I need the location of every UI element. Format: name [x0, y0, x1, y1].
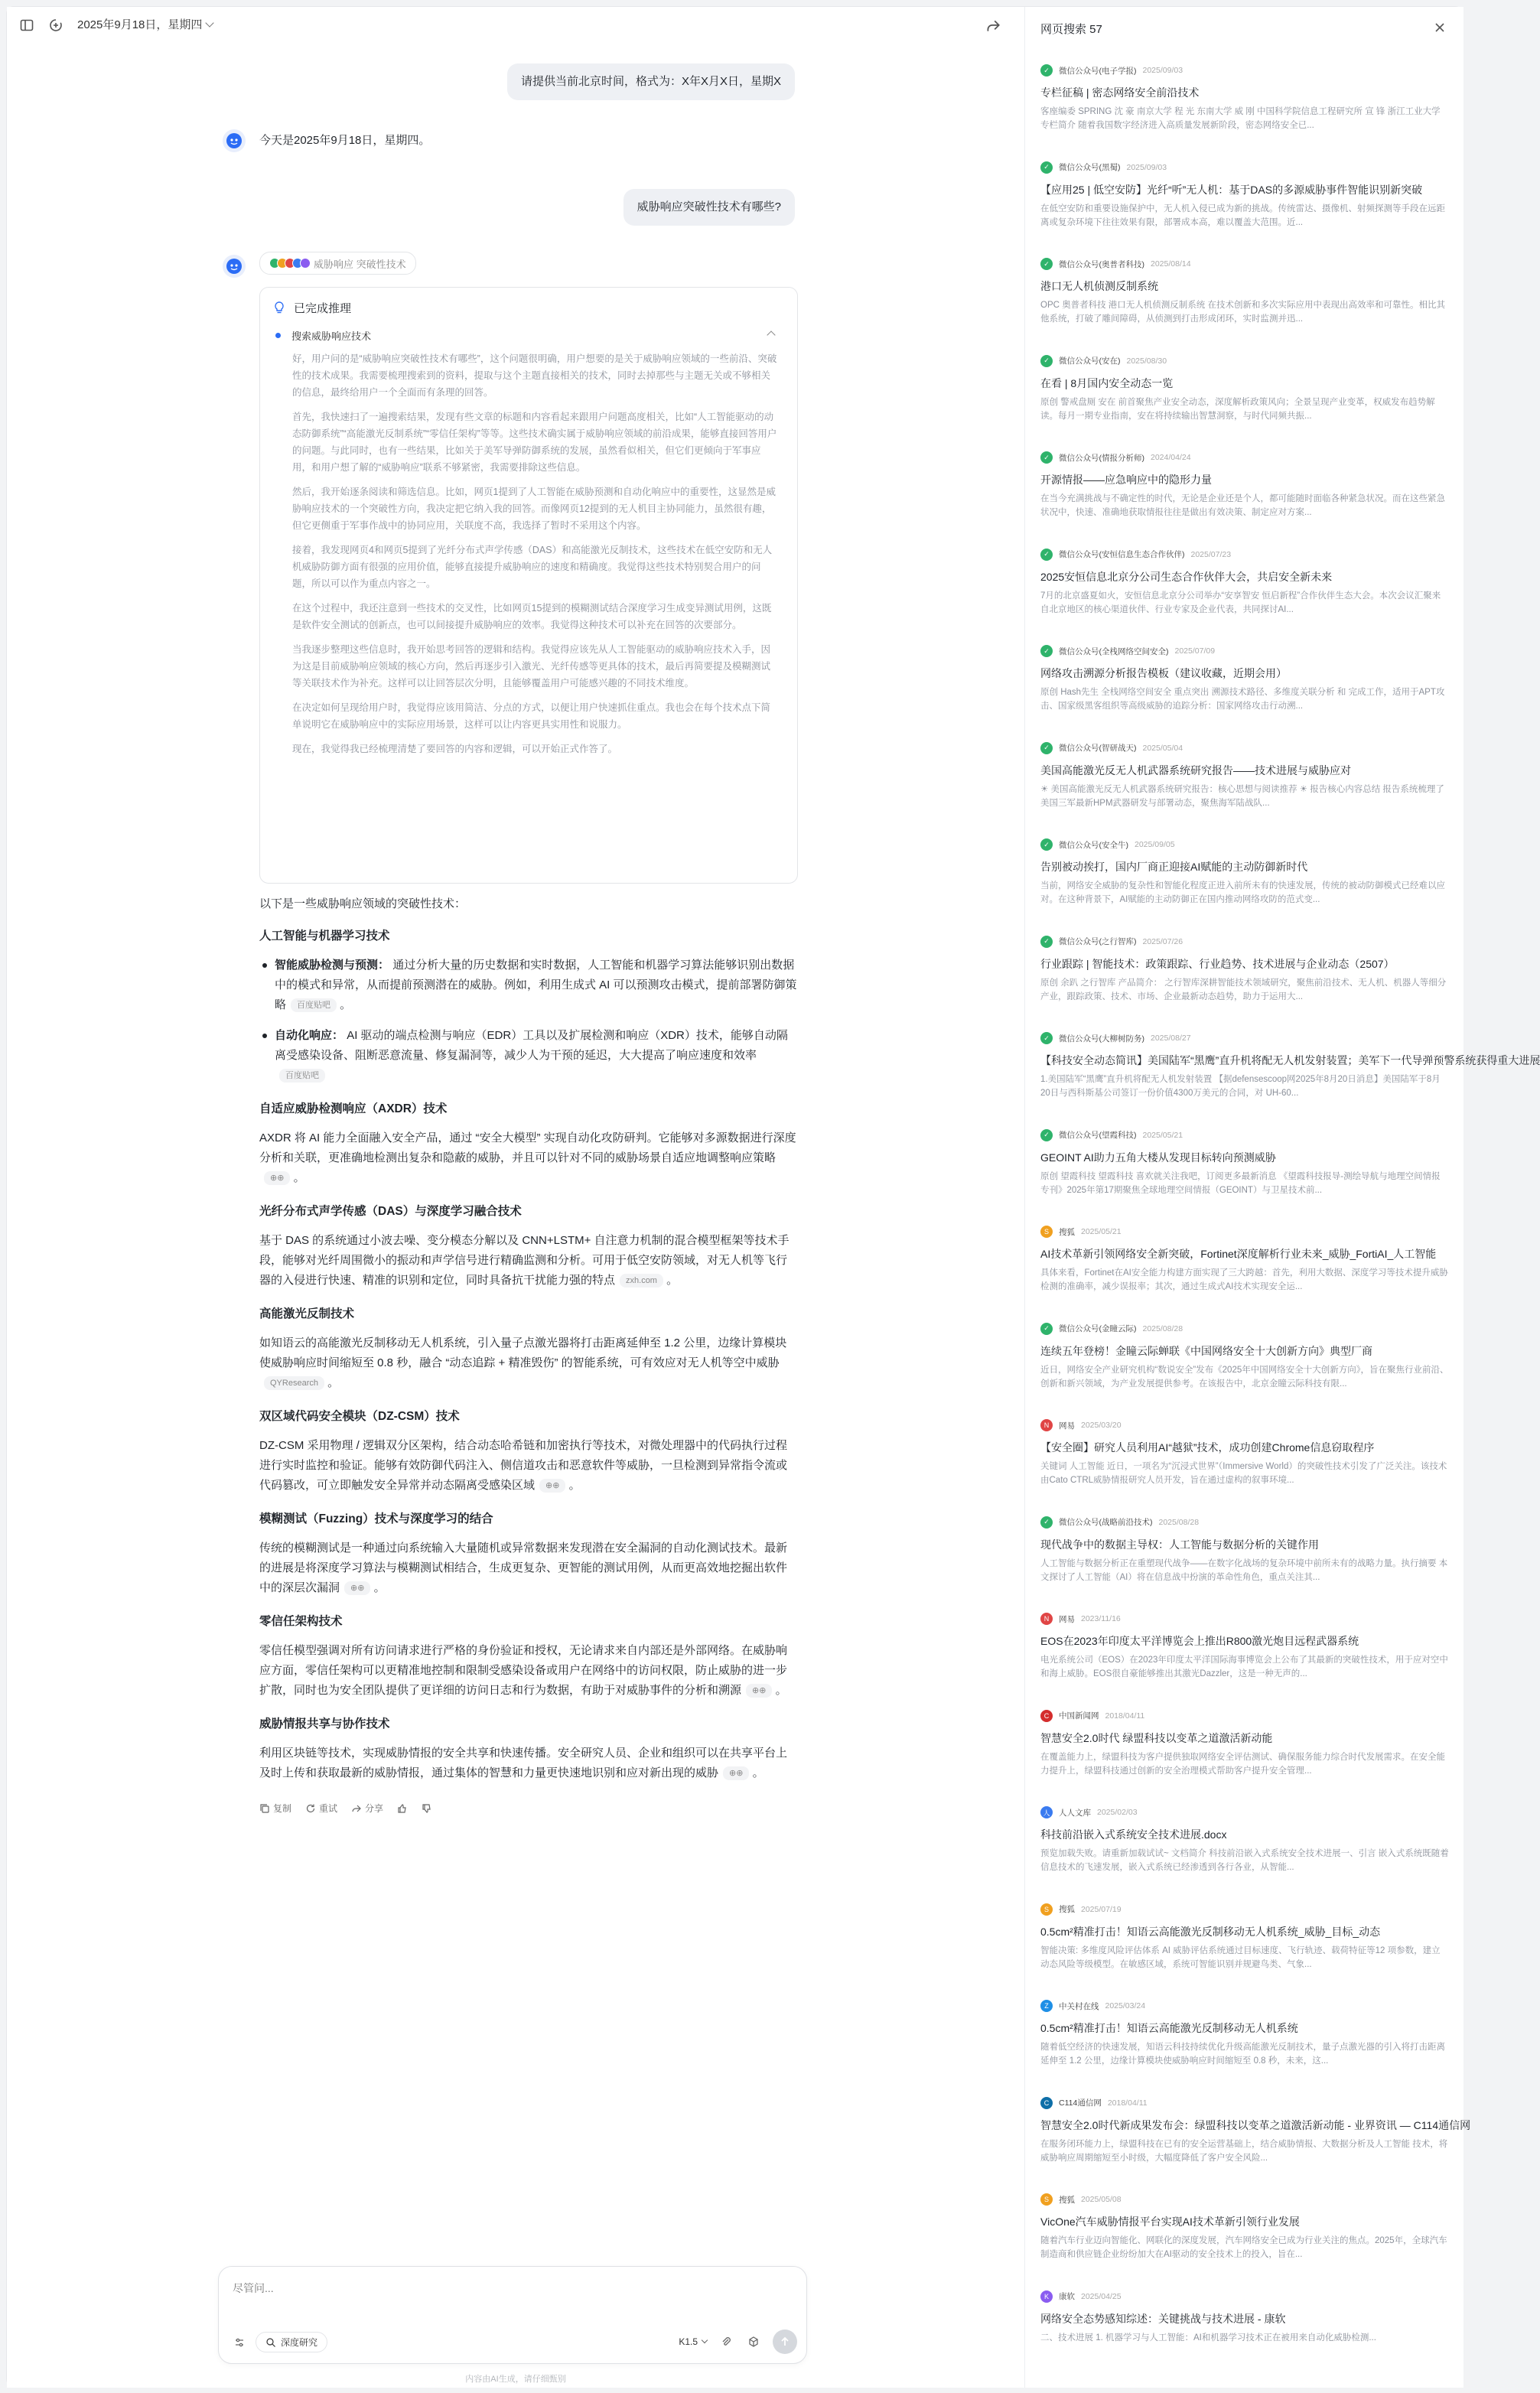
wechat-icon: ✓ [1040, 64, 1053, 77]
result-source-name: 微信公众号(智研战天) [1059, 744, 1137, 753]
result-snippet: 随着低空经济的快速发展，知语云科技持续优化升级高能激光反制技术，量子点激光器的引入将打击距离延伸至 1.2 公里，边缘计算模块使威胁响应时间缩短至 0.8 秒，未来，这... [1040, 2043, 1445, 2066]
search-result[interactable] [1025, 2279, 1464, 2376]
chevron-down-icon [206, 18, 214, 27]
copy-label: 复制 [273, 1803, 292, 1814]
result-title[interactable]: VicOne汽车威胁情报平台实现AI技术革新引领行业发展 [1040, 2216, 1300, 2228]
result-source-name: 微信公众号(安恒信息生态合作伙伴) [1059, 550, 1185, 559]
search-result[interactable] [1025, 537, 1464, 634]
netease-icon: N [1040, 1613, 1053, 1625]
assistant-answer [259, 252, 798, 1815]
result-source [1040, 1709, 1449, 1723]
netease-icon: N [1040, 1419, 1053, 1431]
chat-title-text: 2025年9月18日，星期四 [77, 18, 203, 31]
top-bar [7, 7, 1024, 44]
result-snippet: 具体来看，Fortinet在AI安全能力构建方面实现了三大跨越：首先，利用大数据、深度学习等技术提升威胁检测的准确率，减少误报率；其次，通过生成式AI技术实现安全运... [1040, 1268, 1448, 1291]
result-title[interactable]: 美国高能激光反无人机武器系统研究报告——技术进展与威胁应对 [1040, 763, 1351, 777]
result-source-name: 微信公众号(金瞳云际) [1059, 1324, 1137, 1333]
new-chat-icon[interactable] [48, 18, 63, 33]
section-heading: 双区域代码安全模块（DZ-CSM）技术 [259, 1410, 460, 1423]
search-result[interactable] [1025, 1698, 1464, 1796]
citation-badge[interactable]: ⊕⊕ [723, 1766, 749, 1780]
reasoning-paragraph: 在决定如何呈现给用户时，我觉得应该用简洁、分点的方式，以便让用户快速抓住重点。我也会在每个技术点下简单说明它在威胁响应中的实际应用场景，这样可以让内容更具实用性和说服力。 [292, 702, 771, 730]
search-result[interactable] [1025, 1892, 1464, 1989]
result-title[interactable]: 告别被动挨打，国内厂商正迎接AI赋能的主动防御新时代 [1040, 861, 1308, 873]
reasoning-status: 已完成推理 [294, 301, 352, 315]
result-title[interactable]: 在看 | 8月国内安全动态一览 [1040, 376, 1174, 389]
wechat-icon: ✓ [1040, 161, 1053, 174]
result-source [1040, 1903, 1449, 1916]
answer-intro: 以下是一些威胁响应领域的突破性技术： [259, 897, 467, 910]
result-title[interactable]: 专栏征稿 | 密态网络安全前沿技术 [1040, 86, 1200, 99]
search-result[interactable] [1025, 1795, 1464, 1892]
result-date: 2018/04/11 [1107, 2098, 1148, 2108]
result-source [1040, 2290, 1449, 2303]
wechat-icon: ✓ [1040, 742, 1053, 754]
search-result[interactable] [1025, 1021, 1540, 1118]
search-result[interactable] [1025, 440, 1464, 537]
result-source-name: 搜狐 [1059, 1905, 1075, 1914]
reasoning-paragraph: 在这个过程中，我还注意到一些技术的交叉性，比如网页15提到的模糊测试结合深度学习生成变异测试用例，这既是软件安全测试的创新点，也可以间接提升威胁响应的效率。我觉得这种技术可以补充在回答的次要部分。 [292, 603, 772, 630]
result-source-name: 微信公众号(之行智库) [1059, 937, 1137, 946]
section-heading: 模糊测试（Fuzzing）技术与深度学习的结合 [259, 1512, 493, 1525]
search-result[interactable] [1025, 1408, 1464, 1505]
search-result[interactable] [1025, 343, 1464, 441]
copy-button[interactable] [259, 1802, 291, 1815]
chevron-up-icon[interactable] [767, 330, 775, 339]
result-source-name: 微信公众号(奥普者科技) [1059, 259, 1144, 269]
result-title[interactable]: GEOINT AI助力五角大楼从发现目标转向预测威胁 [1040, 1151, 1276, 1164]
section-body: 零信任模型强调对所有访问请求进行严格的身份验证和授权，无论请求来自内部还是外部网络。在威胁响应方面，零信任架构可以更精准地控制和限制受感染设备或用户在网络中的访问权限，防止威胁的进一步扩散，同时也为安全团队提供了更详细的访问日志和行为数据，有助于对威胁事件的分析和溯源 [259, 1644, 788, 1697]
result-source [1040, 644, 1449, 658]
chat-area [7, 7, 1024, 2388]
renren-icon: 人 [1040, 1806, 1053, 1818]
result-source-name: 搜狐 [1059, 1227, 1075, 1237]
result-source-name: 微信公众号(全栈网络空间安全) [1059, 646, 1169, 656]
reasoning-header[interactable] [272, 298, 785, 317]
result-source [1040, 161, 1449, 174]
result-snippet: 人工智能与数据分析正在重塑现代战争——在数字化战场的复杂环境中前所未有的战略力量。执行摘要 本文探讨了人工智能（AI）将在信息战中扮演的革命性角色，重点关注其... [1040, 1558, 1448, 1582]
result-snippet: 原创 余趴 之行智库 产品简介： 之行智库深耕智能技术领域研究，聚焦前沿技术、无人机、机器人等细分产业，跟踪政策、技术、市场、企业最新动态趋势，助力于运用大... [1040, 978, 1447, 1001]
retry-label: 重试 [319, 1803, 338, 1814]
result-source-name: 网易 [1059, 1614, 1075, 1624]
result-snippet: 随着汽车行业迈向智能化、网联化的深度发展，汽车网络安全已成为行业关注的焦点。2025年，全球汽车制造商和供应链企业纷纷加大在AI驱动的安全技术上的投入，旨在... [1040, 2236, 1447, 2259]
search-result[interactable] [1025, 2182, 1464, 2279]
result-date: 2023/11/16 [1081, 1614, 1121, 1623]
result-title[interactable]: 网络攻击溯源分析报告模板（建议收藏，近期会用） [1040, 667, 1287, 679]
citation-badge[interactable]: QYResearch [264, 1376, 324, 1390]
sources-label: 威胁响应 突破性技术 [314, 258, 406, 270]
reasoning-step[interactable] [272, 327, 785, 343]
search-result[interactable] [1025, 1311, 1464, 1408]
wechat-icon: ✓ [1040, 549, 1053, 561]
result-snippet: 近日，网络安全产业研究机构“数说安全”发布《2025年中国网络安全十大创新方向》，旨在聚焦行业前沿、创新和新兴领域，为产业发展提供参考。在该报告中，北京金瞳云际科技有限... [1040, 1365, 1449, 1389]
citation-badge[interactable]: zxh.com [620, 1274, 663, 1288]
wechat-icon: ✓ [1040, 1032, 1053, 1044]
deep-research-icon [265, 2337, 276, 2348]
citation-badge[interactable]: ⊕⊕ [264, 1171, 290, 1185]
result-source [1040, 1999, 1449, 2013]
close-icon[interactable] [1433, 21, 1447, 34]
share-icon[interactable] [985, 18, 1001, 34]
section-text: DZ-CSM 采用物理 / 逻辑双分区架构，结合动态哈希链和加密执行等技术，对微处理器中的代码执行过程进行实时监控和验证。能够有效防御代码注入、侧信道攻击和恶意软件等威胁，一旦检测到异常指令流或代码篡改，可立即触发安全异常并动态隔离受感染区域 ⊕⊕ 。 [259, 1439, 788, 1492]
search-result[interactable] [1025, 246, 1464, 343]
result-source [1040, 1418, 1449, 1432]
input-tools [231, 2332, 327, 2352]
share-label: 分享 [365, 1803, 384, 1814]
search-result[interactable] [1025, 2085, 1471, 2183]
bullet-text: AI 驱动的端点检测与响应（EDR）工具以及扩展检测和响应（XDR）技术，能够自动隔离受感染设备、阻断恶意流量、修复漏洞等，减少人为干预的延迟，大大提高了响应速度和效率 [275, 1029, 788, 1062]
results-list[interactable] [1025, 53, 1540, 2388]
result-snippet: ☀ 美国高能激光反无人机武器系统研究报告：核心思想与阅读推荐 ☀ 报告核心内容总结 报告系统梳理了美国三军最新HPM武器研发与部署动态，聚焦海军陆战队... [1040, 784, 1444, 808]
assistant-avatar [223, 129, 246, 152]
search-result[interactable] [1025, 53, 1464, 150]
result-title[interactable]: EOS在2023年印度太平洋博览会上推出R800激光炮目远程武器系统 [1040, 1635, 1359, 1647]
result-source [1040, 257, 1449, 271]
model-label: K1.5 [679, 2336, 698, 2347]
result-date: 2025/05/21 [1142, 1130, 1183, 1140]
result-snippet: 原创 望霞科技 望霞科技 喜欢就关注我吧，订阅更多最新消息 《望霞科技报导-测绘导航与地理空间情报专刊》2025年第17期聚焦全球地理空间情报（GEOINT）与卫星技术前... [1040, 1171, 1441, 1195]
section-text: 零信任模型强调对所有访问请求进行严格的身份验证和授权，无论请求来自内部还是外部网络。在威胁响应方面，零信任架构可以更精准地控制和限制受感染设备或用户在网络中的访问权限，防止威胁的进一步扩散，同时也为安全团队提供了更详细的访问日志和行为数据，有助于对威胁事件的分析和溯源 ⊕⊕ 。 [259, 1644, 788, 1697]
result-date: 2025/08/30 [1126, 356, 1167, 366]
wechat-icon: ✓ [1040, 1129, 1053, 1141]
result-source-name: 网易 [1059, 1421, 1075, 1431]
reasoning-paragraph: 好，用户问的是“威胁响应突破性技术有哪些”，这个问题很明确，用户想要的是关于威胁响应领域的一些前沿、突破性的技术成果。我需要梳理搜索到的资料，提取与这个主题直接相关的技术，同时去掉那些与主题无关或不够相关的信息，最终给用户一个全面而有条理的回答。 [292, 353, 777, 398]
result-title[interactable]: 【科技安全动态简讯】美国陆军“黑鹰”直升机将配无人机发射装置；美军下一代导弹预警系统获得重大进展 [1040, 1054, 1540, 1066]
result-date: 2025/07/26 [1142, 936, 1183, 946]
deep-research-label: 深度研究 [281, 2337, 318, 2348]
attach-icon[interactable] [718, 2333, 734, 2350]
result-title[interactable]: 港口无人机侦测反制系统 [1040, 280, 1158, 292]
result-title[interactable]: 智慧安全2.0时代新成果发布会：绿盟科技以变革之道激活新动能 - 业界资讯 — C114通信网 [1040, 2118, 1471, 2131]
reasoning-paragraph: 现在，我觉得我已经梳理清楚了要回答的内容和逻辑，可以开始正式作答了。 [292, 744, 618, 754]
bullet-title: 自动化响应： [275, 1029, 344, 1042]
tools-icon[interactable] [231, 2334, 248, 2351]
section-heading: 高能激光反制技术 [259, 1307, 355, 1320]
result-source-name: 微信公众号(黑蜀) [1059, 163, 1121, 172]
result-date: 2025/08/14 [1151, 259, 1191, 269]
chevron-down-icon [702, 2337, 708, 2343]
result-snippet: 电光系统公司（EOS）在2023年印度太平洋国际海事博览会上公布了其最新的突破性技术，用于应对空中和海上威胁。EOS很自豪能够推出其激光Dazzler，这是一种无声的... [1040, 1656, 1448, 1678]
input-controls [679, 2330, 797, 2354]
citation-badge[interactable]: ⊕⊕ [746, 1684, 772, 1698]
result-source [1040, 838, 1449, 851]
result-snippet: 预览加载失败。请重新加载试试~ 文档简介 科技前沿嵌入式系统安全技术进展一、引言 嵌入式系统既随着信息技术的飞速发展，嵌入式系统已经渗透到各行各业，从智能... [1040, 1849, 1449, 1872]
result-title[interactable]: 行业跟踪 | 智能技术：政策跟踪、行业趋势、技术进展与企业动态（2507） [1040, 957, 1395, 970]
section-heading: 自适应威胁检测响应（AXDR）技术 [259, 1102, 448, 1115]
app-window [6, 6, 1540, 2387]
source-logos-icon [269, 258, 308, 269]
sources-pill[interactable] [259, 252, 416, 275]
result-source [1040, 1322, 1449, 1336]
section-body: DZ-CSM 采用物理 / 逻辑双分区架构，结合动态哈希链和加密执行等技术，对微处理器中的代码执行过程进行实时监控和验证。能够有效防御代码注入、侧信道攻击和恶意软件等威胁，一旦检测到异常指令流或代码篡改，可立即触发安全异常并动态隔离受感染区域 [259, 1439, 788, 1492]
section-body: 利用区块链等技术，实现威胁情报的安全共享和快速传播。安全研究人员、企业和组织可以在共享平台上及时上传和获取最新的威胁情报，通过集体的智慧和力量更快速地识别和应对新出现的威胁 [259, 1747, 788, 1779]
result-snippet: 在服务闭环能力上，绿盟科技在已有的安全运营基础上，结合威胁情报、大数据分析及人工智能 技术，将威胁响应周期缩短至小时级，大幅度降低了客户安全风险... [1040, 2139, 1448, 2163]
result-date: 2018/04/11 [1105, 1711, 1145, 1721]
result-title[interactable]: 科技前沿嵌入式系统安全技术进展.docx [1040, 1828, 1227, 1841]
message-actions [259, 1802, 798, 1815]
wechat-icon: ✓ [1040, 355, 1053, 367]
chat-title[interactable] [77, 18, 213, 33]
cns-icon: C [1040, 1710, 1053, 1722]
search-result[interactable] [1025, 1118, 1464, 1215]
result-source-name: 微信公众号(望霞科技) [1059, 1131, 1137, 1140]
result-snippet: 7月的北京盛夏如火，安恒信息北京分公司举办“安享智安 恒启新程”合作伙伴生态大会。本次会议汇聚来自北京地区的核心渠道伙伴、行业专家及企业代表，共同探讨AI... [1040, 591, 1441, 614]
result-date: 2025/09/03 [1142, 66, 1183, 75]
result-date: 2025/09/05 [1135, 840, 1175, 849]
copy-icon [259, 1803, 270, 1814]
result-source [1040, 1805, 1449, 1819]
result-snippet: 智能决策: 多维度风险评估体系 AI 威胁评估系统通过目标速度、飞行轨迹、载荷特征等12 项参数，建立动态风险等级模型。在敏感区域，系统可智能识别并规避鸟类、气象... [1040, 1945, 1441, 1969]
sohu-icon: S [1040, 2193, 1053, 2206]
result-title[interactable]: 智慧安全2.0时代 绿盟科技以变革之道激活新动能 [1040, 1731, 1273, 1744]
thumbs-down-icon [422, 1803, 432, 1814]
user-message: 威胁响应突破性技术有哪些? [623, 189, 795, 226]
search-result[interactable] [1025, 1214, 1464, 1311]
wechat-icon: ✓ [1040, 1516, 1053, 1529]
result-source [1040, 741, 1449, 755]
result-date: 2025/07/23 [1190, 549, 1232, 559]
result-source-name: 人人文库 [1059, 1808, 1091, 1818]
disclaimer: 内容由AI生成，请仔细甄别 [465, 2375, 566, 2384]
citation-badge[interactable]: ⊕⊕ [344, 1581, 370, 1595]
sohu-icon: S [1040, 1226, 1053, 1238]
result-source-name: C114通信网 [1059, 2098, 1102, 2108]
result-source [1040, 548, 1449, 562]
result-source-name: 搜狐 [1059, 2195, 1075, 2205]
assistant-message: 今天是2025年9月18日，星期四。 [259, 134, 431, 147]
result-snippet: 原创 警戒盘厕 安在 前首聚焦产业安全动态，深度解析政策风向；全景呈现产业变革，权威发布趋势解读。每月一期专业指南，安在将持续输出智慧洞察，与时代同频共振... [1040, 397, 1435, 421]
result-title[interactable]: AI技术革新引领网络安全新突破，Fortinet深度解析行业未来_威胁_FortiAI_人工智能 [1040, 1248, 1437, 1260]
result-source-name: 微信公众号(电子学报) [1059, 66, 1137, 76]
result-title[interactable]: 网络安全态势感知综述：关键挑战与技术进展 - 康软 [1040, 2312, 1286, 2325]
result-date: 2025/08/27 [1151, 1034, 1191, 1043]
model-selector[interactable] [679, 2336, 707, 2347]
result-source [1040, 935, 1449, 949]
zol-icon: Z [1040, 2000, 1053, 2012]
result-snippet: 1.美国陆军“黑鹰”直升机将配无人机发射装置 【据defensescoop网2025年8月20日消息】美国陆军于8月20日与西科斯基公司签订一份价值4300万美元的合同，对 UH-60... [1040, 1075, 1441, 1098]
result-title[interactable]: 【应用25 | 低空安防】光纤“听”无人机：基于DAS的多源威胁事件智能识别新突破 [1040, 183, 1423, 196]
result-source-name: 微信公众号(安在) [1059, 357, 1121, 366]
bullet-item [259, 1026, 798, 1086]
result-snippet: 客座编委 SPRING 沈 豪 南京大学 程 光 东南大学 威 刚 中国科学院信息工程研究所 宣 锋 浙江工业大学 专栏简介 随着我国数字经济进入高质量发展新阶段，密态网络安全已... [1040, 107, 1441, 130]
result-snippet: 原创 Hash先生 全栈网络空间安全 重点突出 溯源技术路径、多维度关联分析 和 完成工作，适用于APT攻击、国家级黑客组织等高级威胁的追踪分析：国家网络攻击行动溯... [1040, 688, 1445, 711]
result-date: 2025/07/19 [1081, 1904, 1122, 1914]
retry-button[interactable] [305, 1802, 337, 1815]
section-body: 传统的模糊测试是一种通过向系统输入大量随机或异常数据来发现潜在安全漏洞的自动化测试技术。最新的进展是将深度学习算法与模糊测试相结合，生成更复杂、更智能的测试用例，从而更高效地挖掘出软件中的深层次漏洞 [259, 1542, 788, 1594]
kr-icon: K [1040, 2290, 1053, 2303]
search-result[interactable] [1025, 924, 1464, 1021]
result-source [1040, 451, 1449, 464]
result-source-name: 微信公众号(大柳树防务) [1059, 1034, 1144, 1043]
search-results-panel [1024, 7, 1540, 2388]
result-date: 2025/03/20 [1081, 1421, 1122, 1430]
message-list[interactable] [7, 44, 1024, 2262]
result-date: 2025/05/21 [1081, 1227, 1122, 1236]
panel-title: 网页搜索 57 [1040, 23, 1102, 36]
result-source-name: 中国新闻网 [1059, 1711, 1099, 1721]
reasoning-paragraph: 接着，我发现网页4和网页5提到了光纤分布式声学传感（DAS）和高能激光反制技术，这些技术在低空安防和无人机威胁防御方面有很强的应用价值，能够直接提升威胁响应的速度和精确度。我觉得这些技术特别契合用户的问题，所以可以作为重点内容之一。 [292, 545, 773, 589]
bullet-item: 智能威胁检测与预测： 通过分析大量的历史数据和实时数据，人工智能和机器学习算法能够识别出数据中的模式和异常，从而提前预测潜在的威胁。例如，利用生成式 AI 可以预测攻击模式，提前部署防御策略 百度贴吧 。 [259, 956, 798, 1015]
search-result[interactable] [1025, 1988, 1464, 2085]
result-source-name: 中关村在线 [1059, 2001, 1099, 2011]
search-result[interactable] [1025, 1505, 1464, 1602]
result-source [1040, 1516, 1449, 1529]
reasoning-paragraph: 首先，我快速扫了一遍搜索结果，发现有些文章的标题和内容看起来跟用户问题高度相关，比如“人工智能驱动的动态防御系统”“高能激光反制系统”“零信任架构”等等。这些技术确实属于威胁响应领域的前沿成果，能够直接回答用户的问题。与此同时，也有一些结果，比如关于美军导弹防御系统的发展，虽然看似相关，但它们更倾向于军事应用，和用户想了解的“威胁响应”联系不够紧密，我需要排除这些信息。 [292, 412, 777, 473]
search-result[interactable] [1025, 1601, 1464, 1698]
search-result[interactable] [1025, 827, 1464, 924]
result-snippet: 关键词 人工智能 近日，一项名为“沉浸式世界”（Immersive World）的突破性技术引发了广泛关注。该技术由Cato CTRL威胁情报研究人员开发，旨在通过虚构的叙事环境... [1040, 1462, 1447, 1485]
result-date: 2024/04/24 [1151, 453, 1191, 462]
cube-icon[interactable] [745, 2333, 762, 2350]
send-button[interactable] [773, 2330, 797, 2354]
chat-input-box[interactable] [218, 2266, 807, 2364]
wechat-icon: ✓ [1040, 936, 1053, 948]
wechat-icon: ✓ [1040, 838, 1053, 851]
chat-input[interactable] [233, 2282, 768, 2294]
share-button[interactable] [351, 1802, 383, 1815]
result-title[interactable]: 0.5cm²精准打击！知语云高能激光反制移动无人机系统_威胁_目标_动态 [1040, 1925, 1381, 1938]
step-dot-icon [275, 333, 281, 338]
result-snippet: 在当今充满挑战与不确定性的时代，无论是企业还是个人，都可能随时面临各种紧急状况。而在这些紧急状况中，快速、准确地获取情报往往是做出有效决策、制定应对方案... [1040, 494, 1445, 517]
result-source [1040, 63, 1449, 77]
search-result[interactable] [1025, 731, 1464, 828]
deep-research-button[interactable] [256, 2332, 327, 2352]
result-snippet: 在低空安防和重要设施保护中，无人机入侵已成为新的挑战。传统雷达、摄像机、射频探测等手段在远距离或复杂环境下往往效果有限，部署成本高，难以覆盖大范围。近... [1040, 203, 1445, 227]
section-heading: 威胁情报共享与协作技术 [259, 1717, 390, 1730]
section-heading: 人工智能与机器学习技术 [259, 930, 390, 943]
reasoning-step-label: 搜索威胁响应技术 [291, 330, 372, 342]
wechat-icon: ✓ [1040, 645, 1053, 657]
result-date: 2025/05/08 [1081, 2195, 1122, 2204]
citation-badge[interactable]: 百度贴吧 [279, 1069, 325, 1083]
result-source [1040, 2096, 1449, 2110]
assistant-avatar [223, 255, 246, 278]
citation-badge[interactable]: 百度贴吧 [291, 998, 337, 1012]
section-body: 基于 DAS 的系统通过小波去噪、变分模态分解以及 CNN+LSTM+ 自注意力机制的混合模型框架等技术手段，能够对光纤周围微小的振动和声学信号进行精确监测和分析。可用于低空安防领域，对无人机等飞行器的入侵进行快速、精准的识别和定位，同时具备抗干扰能力强的特点 [259, 1234, 790, 1287]
wechat-icon: ✓ [1040, 451, 1053, 464]
reasoning-panel [259, 287, 798, 884]
c114-icon: C [1040, 2097, 1053, 2109]
section-text: 传统的模糊测试是一种通过向系统输入大量随机或异常数据来发现潜在安全漏洞的自动化测试技术。最新的进展是将深度学习算法与模糊测试相结合，生成更复杂、更智能的测试用例，从而更高效地挖掘出软件中的深层次漏洞 ⊕⊕ 。 [259, 1542, 788, 1594]
result-date: 2025/09/03 [1126, 162, 1167, 172]
citation-badge[interactable]: ⊕⊕ [539, 1479, 565, 1493]
section-text: AXDR 将 AI 能力全面融入安全产品，通过 “安全大模型” 实现自动化攻防研判。它能够对多源数据进行深度分析和关联，更准确地检测出复杂和隐蔽的威胁，并且可以针对不同的威胁场景自适应地调整响应策略⊕⊕ 。 [259, 1131, 796, 1184]
result-source-name: 微信公众号(战略前沿技术) [1059, 1518, 1153, 1527]
wechat-icon: ✓ [1040, 1323, 1053, 1335]
section-body: 如知语云的高能激光反制移动无人机系统，引入量子点激光器将打击距离延伸至 1.2 公里，边缘计算模块使威胁响应时间缩短至 0.8 秒，融合 “动态追踪 + 精准毁伤” 的智能系统，可有效应对无人机等空中威胁 [259, 1336, 787, 1369]
result-source-name: 康软 [1059, 2292, 1075, 2301]
result-source [1040, 1031, 1449, 1045]
thumbs-up-icon [397, 1803, 408, 1814]
wechat-icon: ✓ [1040, 258, 1053, 270]
result-date: 2025/05/04 [1142, 743, 1183, 753]
result-date: 2025/08/28 [1158, 1517, 1200, 1527]
section-text: 利用区块链等技术，实现威胁情报的安全共享和快速传播。安全研究人员、企业和组织可以在共享平台上及时上传和获取最新的威胁情报，通过集体的智慧和力量更快速地识别和应对新出现的威胁 ⊕⊕ 。 [259, 1747, 788, 1779]
result-source [1040, 1225, 1449, 1239]
section-text: 基于 DAS 的系统通过小波去噪、变分模态分解以及 CNN+LSTM+ 自注意力机制的混合模型框架等技术手段，能够对光纤周围微小的振动和声学信号进行精确监测和分析。可用于低空安防领域，对无人机等飞行器的入侵进行快速、精准的识别和定位，同时具备抗干扰能力强的特点 zxh.com 。 [259, 1234, 790, 1287]
result-source-name: 微信公众号(安全牛) [1059, 840, 1128, 850]
user-message: 请提供当前北京时间，格式为：X年X月X日，星期X [507, 63, 795, 100]
section-heading: 零信任架构技术 [259, 1615, 343, 1628]
result-snippet: 二、技术进展 1. 机器学习与人工智能：AI和机器学习技术正在被用来自动化威胁检测... [1040, 2333, 1376, 2343]
result-source [1040, 354, 1449, 368]
result-snippet: 当前，网络安全威胁的复杂性和智能化程度正进入前所未有的快速发展，传统的被动防御模式已经难以应对。在这种背景下，AI赋能的主动防御正在国内推动网络攻防的范式变... [1040, 881, 1445, 904]
result-date: 2025/08/28 [1142, 1323, 1183, 1333]
dislike-button[interactable] [422, 1803, 432, 1814]
retry-icon [305, 1803, 316, 1814]
search-result[interactable] [1025, 150, 1464, 247]
sidebar-toggle-icon[interactable] [19, 18, 34, 33]
result-date: 2025/02/03 [1097, 1808, 1138, 1817]
reasoning-paragraph: 当我逐步整理这些信息时，我开始思考回答的逻辑和结构。我觉得应该先从人工智能驱动的威胁响应技术入手，因为这是目前威胁响应领域的核心方向，然后再逐步引入激光、光纤传感等更具体的技术，最后再简要提及模糊测试等关联技术作为补充。这样可以让回答层次分明，且能够覆盖用户可能感兴趣的不同技术维度。 [292, 644, 771, 689]
bullet-title: 智能威胁检测与预测： [275, 959, 390, 972]
share-icon [351, 1803, 362, 1814]
reasoning-paragraph: 然后，我开始逐条阅读和筛选信息。比如，网页1提到了人工智能在威胁预测和自动化响应中的重要性，这显然是威胁响应技术的一个突破性方向，我决定把它纳入我的回答。而像网页12提到的无人机目主协同能力，虽然很有趣，但它更侧重于军事作战中的协同应用，关联度不高，我选择了暂时不采用这个内容。 [292, 487, 776, 531]
result-source [1040, 2193, 1449, 2206]
result-date: 2025/07/09 [1174, 646, 1216, 656]
section-text: 如知语云的高能激光反制移动无人机系统，引入量子点激光器将打击距离延伸至 1.2 公里，边缘计算模块使威胁响应时间缩短至 0.8 秒，融合 “动态追踪 + 精准毁伤” 的智能系统，可有效应对无人机等空中威胁QYResearch 。 [259, 1336, 787, 1389]
result-title[interactable]: 0.5cm²精准打击！知语云高能激光反制移动无人机系统 [1040, 2022, 1298, 2034]
result-source [1040, 1612, 1449, 1626]
reasoning-text [292, 350, 785, 875]
bullet-text: 通过分析大量的历史数据和实时数据，人工智能和机器学习算法能够识别出数据中的模式和异常，从而提前预测潜在的威胁。例如，利用生成式 AI 可以预测攻击模式，提前部署防御策略 [275, 959, 797, 1011]
result-snippet: 在覆盖能力上，绿盟科技为客户提供独取网络安全评估测试、确保服务能力综合时代发展需求。在安全能力提升上，绿盟科技通过创新的安全治理模式帮助客户提升安全管理... [1040, 1752, 1445, 1776]
result-date: 2025/03/24 [1105, 2001, 1146, 2010]
result-snippet: OPC 奥普者科技 港口无人机侦测反制系统 在技术创新和多次实际应用中表现出高效率和可靠性。相比其他系统，打破了雕间障碍，从侦测到打击形成闭环，实时监测并迅... [1040, 301, 1446, 324]
result-source-name: 微信公众号(情报分析师) [1059, 453, 1144, 463]
section-body: AXDR 将 AI 能力全面融入安全产品，通过 “安全大模型” 实现自动化攻防研判。它能够对多源数据进行深度分析和关联，更准确地检测出复杂和隐蔽的威胁，并且可以针对不同的威胁场景自适应地调整响应策略 [259, 1131, 796, 1164]
lightbulb-icon [272, 301, 286, 314]
sohu-icon: S [1040, 1903, 1053, 1916]
search-result[interactable] [1025, 633, 1464, 731]
like-button[interactable] [397, 1803, 408, 1814]
result-title[interactable]: 现代战争中的数据主导权：人工智能与数据分析的关键作用 [1040, 1538, 1319, 1551]
result-date: 2025/04/25 [1081, 2291, 1122, 2301]
result-title[interactable]: 开源情报——应急响应中的隐形力量 [1040, 474, 1212, 486]
section-heading: 光纤分布式声学传感（DAS）与深度学习融合技术 [259, 1205, 522, 1218]
result-title[interactable]: 2025安恒信息北京分公司生态合作伙伴大会，共启安全新未来 [1040, 570, 1333, 583]
result-source [1040, 1128, 1449, 1142]
result-title[interactable]: 【安全圈】研究人员利用AI“越狱”技术，成功创建Chrome信息窃取程序 [1040, 1441, 1375, 1454]
arrow-up-icon [779, 2336, 791, 2348]
result-title[interactable]: 连续五年登榜！金瞳云际蝉联《中国网络安全十大创新方向》典型厂商 [1040, 1344, 1372, 1357]
